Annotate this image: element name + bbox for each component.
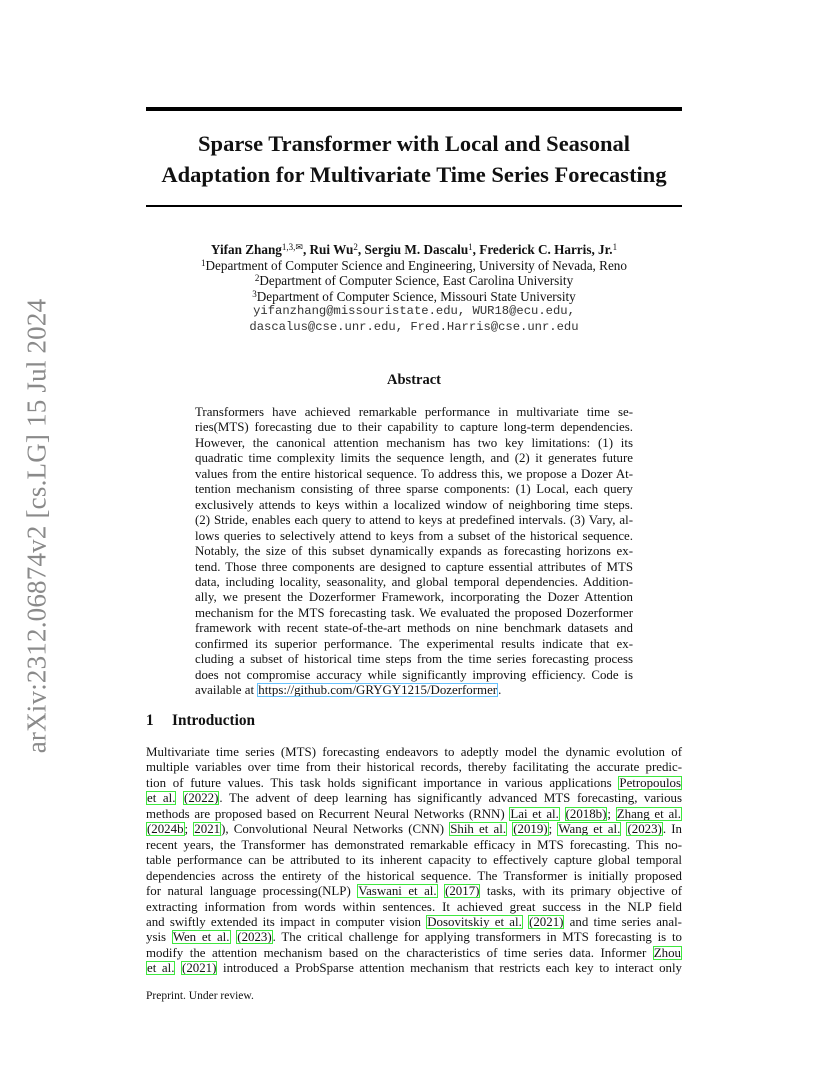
affiliation-2: $^2$Department of Computer Science, East Carolina University — [254, 273, 574, 288]
title-rule-top — [146, 107, 682, 111]
abstract-line: However, the canonical attention mechanism has two key limitations: (1) its — [195, 435, 633, 450]
citation-link[interactable]: (2018b) — [565, 806, 607, 821]
abstract-body — [195, 405, 633, 699]
citation-link[interactable]: (2021) — [529, 914, 564, 929]
citation-link[interactable]: 2021 — [194, 822, 221, 837]
arxiv-stamp-text: arXiv:2312.06874v2 [cs.LG] 15 Jul 2024 — [21, 298, 52, 754]
author-3-sup: 1 — [468, 242, 473, 252]
abstract-line: ally, we present the Dozerformer Framework, incorporating the Dozer Attention — [195, 590, 633, 605]
title-line-2: Adaptation for Multivariate Time Series Forecasting — [161, 162, 667, 187]
abstract-line: data, including locality, seasonality, and global temporal dependencies. Addition- — [195, 574, 633, 589]
paper-title — [146, 128, 682, 190]
author-2: Rui Wu — [309, 242, 354, 257]
abstract-line: framework with recent state-of-the-art methods on nine benchmark datasets and — [195, 621, 633, 636]
citation-link[interactable]: Lai et al. — [510, 806, 559, 821]
email-1[interactable]: yifanzhang@missouristate.edu — [253, 304, 458, 318]
citation-link[interactable]: (2021) — [182, 961, 217, 976]
abstract-heading: Abstract — [387, 372, 441, 388]
emails-line-1: yifanzhang@missouristate.edu, WUR18@ecu.edu, — [253, 304, 575, 318]
abstract-line: tend. Those three components are designed to capture essential attributes of MTS — [195, 559, 633, 574]
abstract-line: tention mechanism consisting of three sparse components: (1) Local, each query — [195, 482, 633, 497]
email-4[interactable]: Fred.Harris@cse.unr.edu — [410, 319, 579, 334]
author-4-sup: 1 — [612, 242, 618, 252]
preprint-footer: Preprint. Under review. — [146, 990, 254, 1002]
author-block — [146, 242, 682, 335]
author-4: Frederick C. Harris, Jr. — [479, 242, 613, 257]
citation-link[interactable]: Petropoulos — [619, 775, 681, 790]
intro-line: multiple variables over time from their historical records, thereby facilitating the accurate predic- — [146, 760, 682, 775]
emails-line-2: dascalus@cse.unr.edu, Fred.Harris@cse.unr.edu — [249, 319, 579, 334]
abstract-line: quadratic time complexity limits the sequence length, and (2) it generates future — [195, 451, 633, 466]
abstract-line: values from the entire historical sequence. To address this, we propose a Dozer At- — [195, 466, 633, 481]
citation-link[interactable]: Zhou — [653, 945, 681, 960]
intro-line: (2024b; 2021), Convolutional Neural Networks (CNN) Shih et al. (2019); Wang et al. (2023). In — [147, 822, 682, 837]
intro-line: tion of future values. This task holds significant importance in various applications Petropoulos — [146, 775, 681, 790]
intro-line: and swiftly extended its impact in computer vision Dosovitskiy et al. (2021) and time series anal- — [146, 914, 682, 929]
code-url-link[interactable]: https://github.com/GRYGY1215/Dozerformer — [258, 683, 498, 698]
citation-link[interactable]: (2017) — [445, 884, 480, 899]
abstract-line: Transformers have achieved remarkable performance in multivariate time se- — [195, 405, 633, 419]
author-3: Sergiu M. Dascalu — [364, 242, 469, 257]
citation-link[interactable]: Vaswani et al. — [358, 884, 437, 899]
intro-line: Multivariate time series (MTS) forecasting endeavors to adeptly model the dynamic evolution of — [146, 745, 682, 759]
intro-line: for natural language processing(NLP) Vaswani et al. (2017) tasks, with its primary objective of — [146, 884, 682, 899]
citation-link[interactable]: et al. — [147, 961, 175, 976]
intro-line: table performance can be attributed to its inherent capacity to effectively capture global temporal — [146, 853, 682, 868]
introduction-body — [146, 745, 682, 977]
citation-link[interactable]: Wang et al. — [558, 822, 621, 837]
author-1: Yifan Zhang — [210, 242, 282, 257]
abstract-line: lows queries to selectively attend to keys from a subset of the historical sequence. — [195, 528, 633, 543]
author-2-sup: 2 — [353, 242, 358, 252]
citation-link[interactable]: (2019) — [513, 822, 548, 837]
intro-line: dependencies across the entirety of the historical sequence. The Transformer is initially proposed — [146, 868, 682, 883]
author-names: Yifan Zhang$^{1,3,✉}$, Rui Wu$^2$, Sergiu M. Dascalu$^1$, Frederick C. Harris, Jr.$^1$ — [210, 242, 618, 257]
section-title: Introduction — [172, 712, 256, 729]
citation-link[interactable]: Zhang et al. — [616, 806, 681, 821]
abstract-line: available at https://github.com/GRYGY1215/Dozerformer. — [195, 683, 502, 698]
section-number: 1 — [146, 712, 154, 729]
citation-link[interactable]: Dosovitskiy et al. — [427, 914, 522, 929]
author-1-sup: 1,3,✉ — [281, 242, 303, 252]
citation-link[interactable]: (2023) — [237, 930, 272, 945]
intro-line: ysis Wen et al. (2023). The critical challenge for applying transformers in MTS forecasting is to — [146, 930, 682, 945]
email-3[interactable]: dascalus@cse.unr.edu — [249, 319, 396, 334]
abstract-line: does not compromise accuracy while significantly improving efficiency. Code is — [195, 667, 633, 682]
citation-link[interactable]: Wen et al. — [172, 930, 230, 945]
arxiv-stamp — [20, 296, 54, 756]
citation-link[interactable]: Shih et al. — [450, 822, 507, 837]
abstract-line: confirmed its superior performance. The experimental results indicate that ex- — [195, 636, 633, 651]
intro-line: et al. (2021) introduced a ProbSparse attention mechanism that restricts each key to interact only — [147, 961, 682, 976]
section-heading-introduction — [146, 712, 682, 730]
citation-link[interactable]: (2023) — [627, 822, 662, 837]
intro-line: modify the attention mechanism based on the characteristics of time series data. Informer Zhou — [146, 945, 681, 960]
abstract-line: exclusively attends to keys within a localized window of neighboring time steps. — [195, 497, 633, 512]
citation-link[interactable]: (2024b — [147, 822, 184, 837]
abstract-line: (2) Stride, enables each query to attend to keys at predefined intervals. (3) Vary, al- — [195, 513, 633, 528]
affiliation-3: $^3$Department of Computer Science, Missouri State University — [252, 288, 576, 304]
intro-line: methods are proposed based on Recurrent Neural Networks (RNN) Lai et al. (2018b); Zhang et al. — [146, 806, 681, 821]
title-rule-bottom — [146, 205, 682, 207]
abstract-line: cluding a subset of historical time steps from the time series forecasting process — [195, 652, 633, 667]
abstract-line: mechanism for the MTS forecasting task. We evaluated the proposed Dozerformer — [195, 605, 633, 620]
intro-line: et al. (2022). The advent of deep learning has significantly advanced MTS forecasting, various — [147, 791, 682, 806]
email-2[interactable]: WUR18@ecu.edu — [472, 304, 568, 318]
title-line-1: Sparse Transformer with Local and Seasonal — [198, 131, 630, 156]
intro-line: extracting information from words within sentences. It achieved great success in the NLP field — [146, 899, 682, 914]
affiliation-1: $^1$Department of Computer Science and Engineering, University of Nevada, Reno — [200, 257, 627, 273]
abstract-line: Notably, the size of this subset dynamically expands as forecasting horizons ex- — [195, 544, 633, 559]
citation-link[interactable]: (2022) — [184, 791, 219, 806]
abstract-line: ries(MTS) forecasting due to their capability to capture long-term dependencies. — [195, 420, 633, 435]
citation-link[interactable]: et al. — [147, 791, 176, 806]
intro-line: recent years, the Transformer has demonstrated remarkable efficacy in MTS forecasting. This no- — [146, 837, 682, 852]
